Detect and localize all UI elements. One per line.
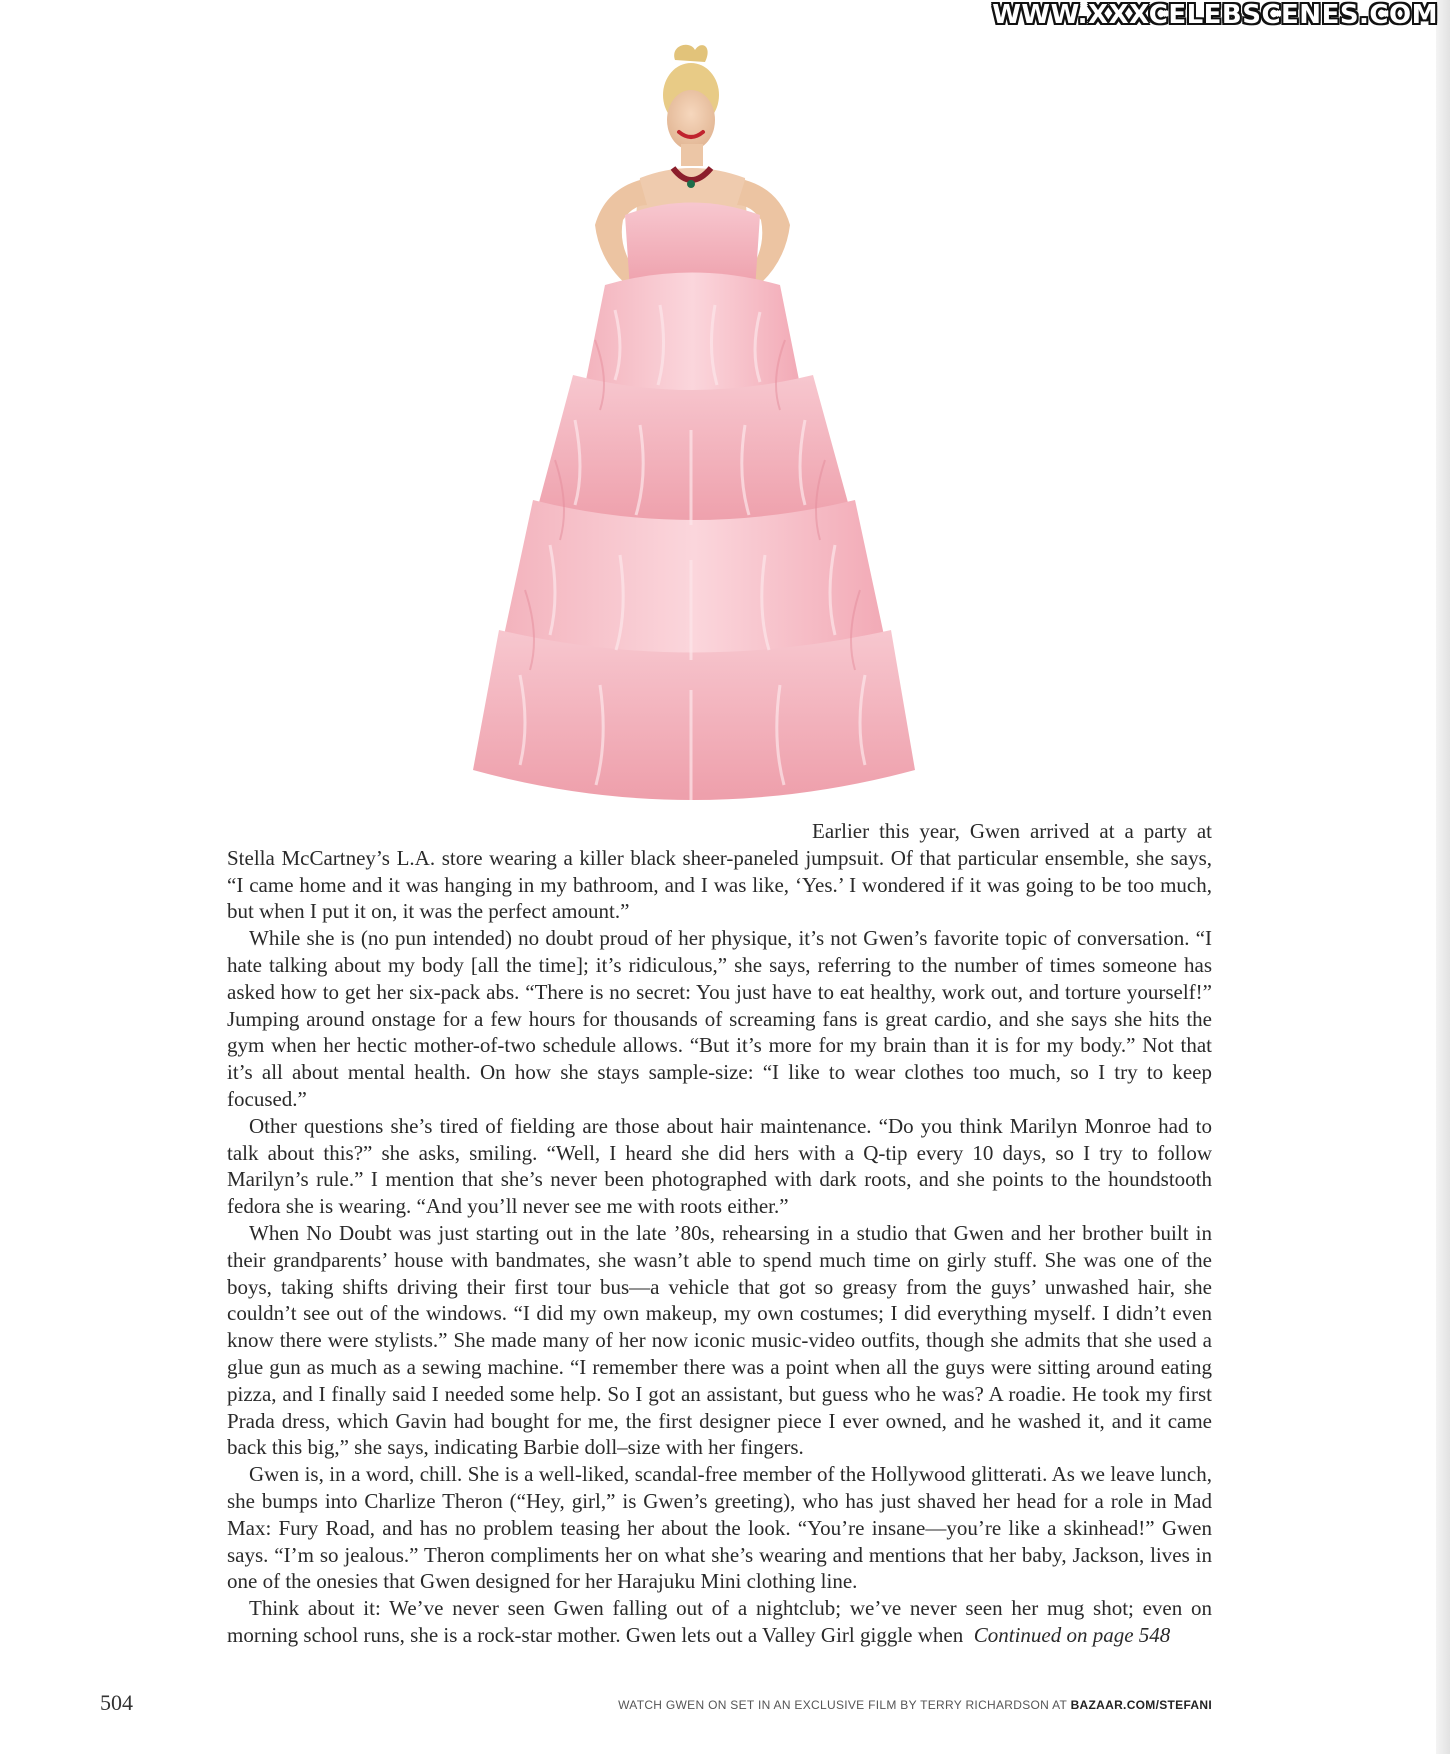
fashion-photo xyxy=(455,40,935,845)
article-paragraph: When No Doubt was just starting out in the late ’80s, rehearsing in a studio that Gwen and her brother built in their grandparents’ house with bandmates, she wasn’t able to spend much time on girly stuff. She was one of the boys, taking shifts driving their first tour bus—a vehicle that got so greasy from the guys’ unwashed hair, she couldn’t see out of the windows. “I did my own makeup, my own costumes; I did everything myself. I didn’t even know there were stylists.” She made many of her now iconic music-video outfits, though she admits that she used a glue gun as much as a sewing machine. “I remember there was a point when all the guys were sitting around eating pizza, and I finally said I needed some help. So I got an assistant, but guess who he was? A roadie. He took my first Prada dress, which Gavin had bought for me, the first designer piece I ever owned, and he washed it, and it came back this big,” she says, indicating Barbie doll–size with her fingers. xyxy=(227,1220,1212,1460)
article-body xyxy=(227,818,1212,1649)
watermark: WWW.XXXCELEBSCENES.COM xyxy=(992,0,1438,30)
article-paragraph: Earlier this year, Gwen arrived at a party at Stella McCartney’s L.A. store wearing a killer black sheer-paneled jumpsuit. Of that particular ensemble, she says, “I came home and it was hanging in my bathroom, and I was like, ‘Yes.’ I wondered if it was going to be too much, but when I put it on, it was the perfect amount.” xyxy=(227,819,1212,924)
page-edge-shadow xyxy=(1436,0,1450,1754)
article-paragraph: While she is (no pun intended) no doubt proud of her physique, it’s not Gwen’s favorite topic of conversation. “I hate talking about my body [all the time]; it’s ridiculous,” she says, referring to the number of times someone has asked how to get her six-pack abs. “There is no secret: You just have to eat healthy, work out, and torture yourself!” Jumping around onstage for a few hours for thousands of screaming fans is great cardio, and she says she hits the gym when her hectic mother-of-two schedule allows. “But it’s more for my brain than it is for my body.” Not that it’s all about mental health. On how she stays sample-size: “I like to wear clothes too much, so I try to keep focused.” xyxy=(227,926,1212,1111)
footer-credit xyxy=(618,1698,1212,1712)
article-paragraph: Gwen is, in a word, chill. She is a well-liked, scandal-free member of the Hollywood glitterati. As we leave lunch, she bumps into Charlize Theron (“Hey, girl,” is Gwen’s greeting), who has just shaved her head for a role in Mad Max: Fury Road, and has no problem teasing her about the look. “You’re insane—you’re like a skinhead!” Gwen says. “I’m so jealous.” Theron compliments her on what she’s wearing and mentions that her baby, Jackson, lives in one of the onesies that Gwen designed for her Harajuku Mini clothing line. xyxy=(227,1462,1212,1594)
article-paragraph-last xyxy=(227,1595,1212,1649)
article-paragraph: Other questions she’s tired of fielding are those about hair maintenance. “Do you think Marilyn Monroe had to talk about this?” she asks, smiling. “Well, I heard she did hers with a Q-tip every 10 days, so I try to follow Marilyn’s rule.” I mention that she’s never been photographed with dark roots, and she points to the houndstooth fedora she is wearing. “And you’ll never see me with roots either.” xyxy=(227,1113,1212,1219)
footer-url[interactable]: BAZAAR.COM/STEFANI xyxy=(1070,1698,1212,1712)
continued-link[interactable]: Continued on page 548 xyxy=(973,1622,1171,1647)
page-number: 504 xyxy=(100,1690,133,1715)
footer-credit-text: WATCH GWEN ON SET IN AN EXCLUSIVE FILM BY TERRY RICHARDSON AT xyxy=(618,1698,1067,1712)
article-paragraph-text: Think about it: We’ve never seen Gwen falling out of a nightclub; we’ve never seen her mug shot; even on morning school runs, she is a rock-star mother. Gwen lets out a Valley Girl giggle when xyxy=(227,1596,1212,1647)
